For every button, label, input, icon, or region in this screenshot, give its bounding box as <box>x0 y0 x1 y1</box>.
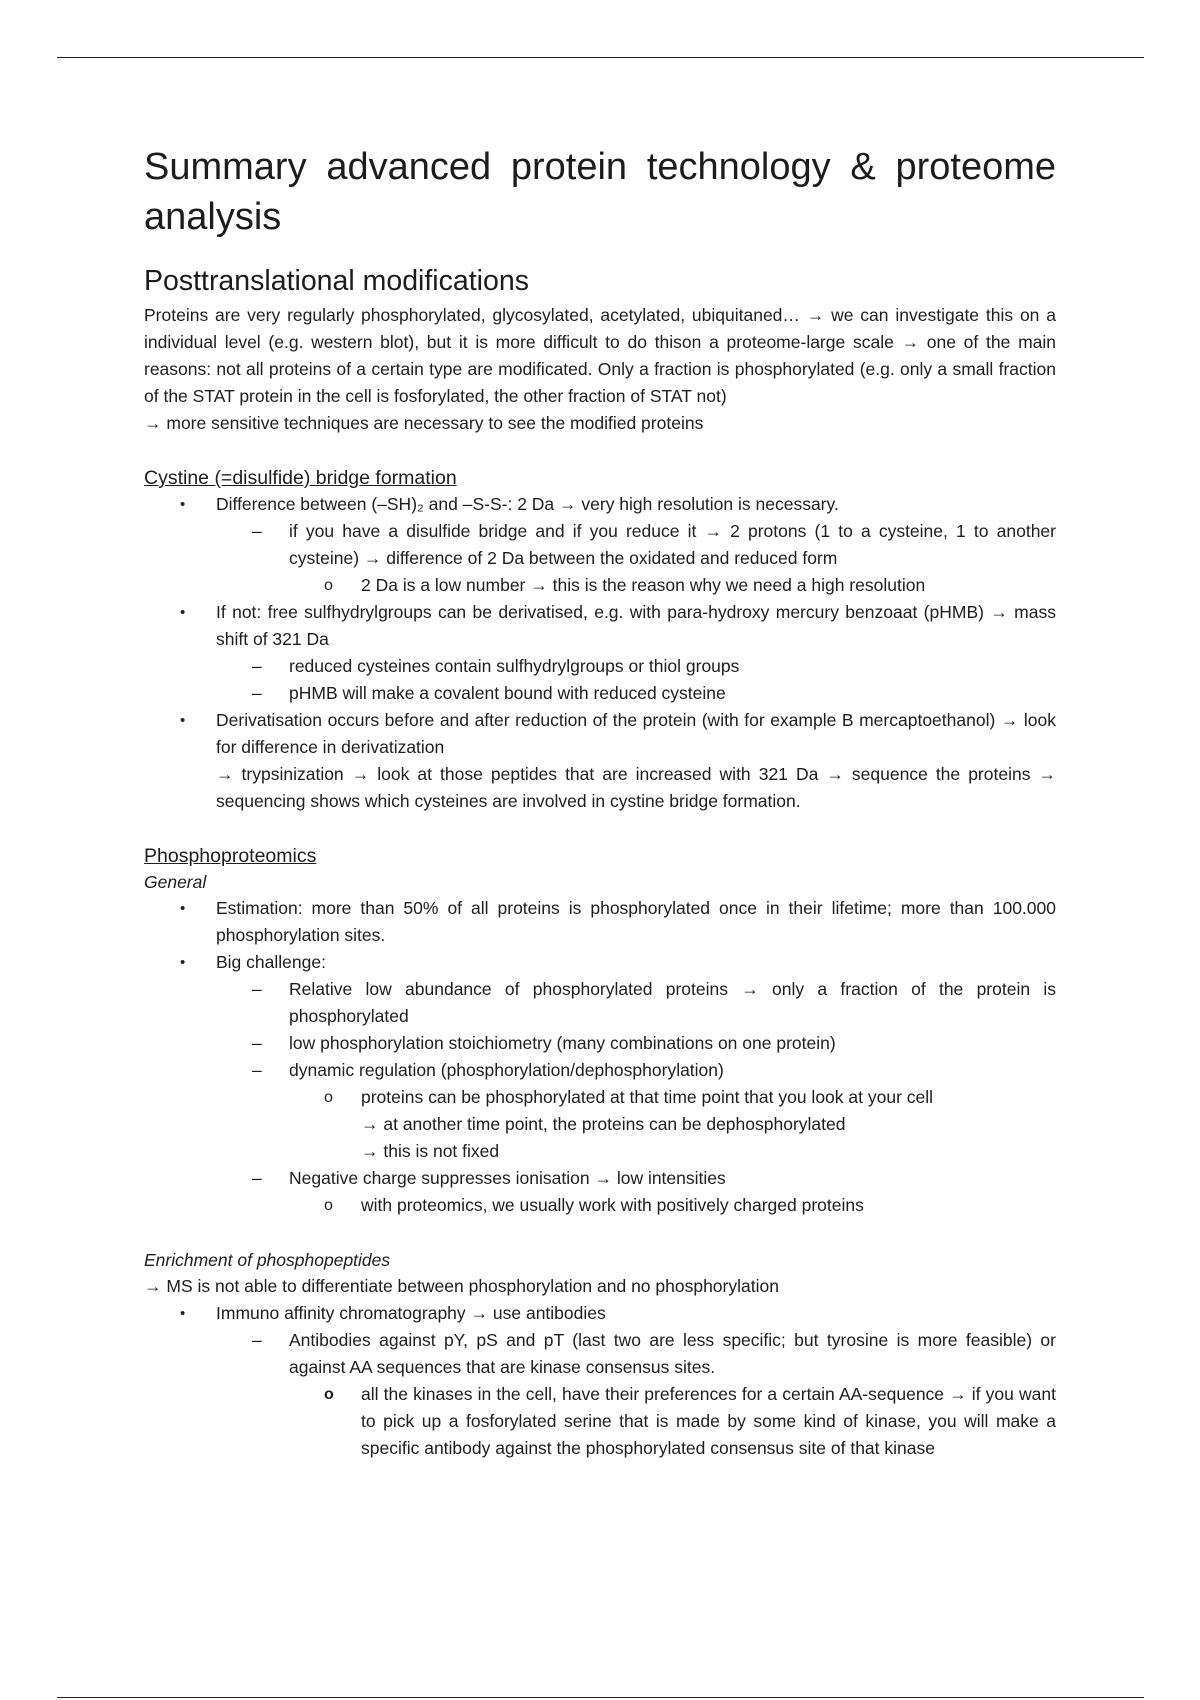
list-item: – dynamic regulation (phosphorylation/dephosphorylation) <box>144 1057 1056 1084</box>
circle-marker: o <box>324 1386 334 1403</box>
cystine-list <box>144 491 1056 815</box>
list-item: – low phosphorylation stoichiometry (many combinations on one protein) <box>144 1030 1056 1057</box>
list-item: o all the kinases in the cell, have their preferences for a certain AA-sequence → if you want to pick up a fosforylated serine that is made by some kind of kinase, you will make a specific antibody against the phosphorylated consensus site of that kinase <box>144 1381 1056 1462</box>
list-item: o proteins can be phosphorylated at that time point that you look at your cell → at another time point, the proteins can be dephosphorylated → this is not fixed <box>144 1084 1056 1165</box>
document-page <box>144 142 1056 1462</box>
bullet-marker: • <box>180 954 186 971</box>
bullet-marker: • <box>180 1305 186 1322</box>
list-item: – Antibodies against pY, pS and pT (last two are less specific; but tyrosine is more feasible) or against AA sequences that are kinase consensus sites. <box>144 1327 1056 1381</box>
list-item: – reduced cysteines contain sulfhydrylgroups or thiol groups <box>144 653 1056 680</box>
bullet-marker: • <box>180 900 186 917</box>
list-item: – pHMB will make a covalent bound with reduced cysteine <box>144 680 1056 707</box>
dash-marker: – <box>252 1330 262 1350</box>
dash-marker: – <box>252 683 262 703</box>
list-item: o with proteomics, we usually work with positively charged proteins <box>144 1192 1056 1219</box>
list-item: • Difference between (–SH)₂ and –S-S-: 2 Da → very high resolution is necessary. <box>144 491 1056 518</box>
circle-marker: o <box>324 1197 333 1214</box>
list-item: – Negative charge suppresses ionisation → low intensities <box>144 1165 1056 1192</box>
list-item: – Relative low abundance of phosphorylated proteins → only a fraction of the protein is phosphorylated <box>144 976 1056 1030</box>
dash-marker: – <box>252 979 262 999</box>
dash-marker: – <box>252 656 262 676</box>
dash-marker: – <box>252 1033 262 1053</box>
enrichment-intro: → MS is not able to differentiate between phosphorylation and no phosphorylation <box>144 1276 779 1296</box>
ptm-intro-note: → more sensitive techniques are necessary to see the modified proteins <box>144 413 704 433</box>
enrichment-subheading: Enrichment of phosphopeptides <box>144 1250 391 1270</box>
circle-marker: o <box>324 1089 333 1106</box>
list-item: – if you have a disulfide bridge and if you reduce it → 2 protons (1 to a cysteine, 1 to another cysteine) → difference of 2 Da between the oxidated and reduced form <box>144 518 1056 572</box>
ptm-intro-paragraph: Proteins are very regularly phosphorylated, glycosylated, acetylated, ubiquitaned… → we can investigate this on a individual level (e.g. western blot), but it is more difficult to do thison a proteome-large scale → one of the main reasons: not all proteins of a certain type are modificated. Only a fraction is phosphorylated (e.g. only a small fraction of the STAT protein in the cell is fosforylated, the other fraction of STAT not) <box>144 305 1056 406</box>
footer-rule <box>57 1697 1144 1698</box>
phospho-subheading: General <box>144 872 207 892</box>
list-item: • Big challenge: <box>144 949 1056 976</box>
cystine-heading: Cystine (=disulfide) bridge formation <box>144 467 457 489</box>
section-heading-ptm: Posttranslational modifications <box>144 265 529 297</box>
bullet-marker: • <box>180 496 186 513</box>
dash-marker: – <box>252 1168 262 1188</box>
dash-marker: – <box>252 1060 262 1080</box>
phospho-heading: Phosphoproteomics <box>144 845 317 867</box>
phospho-list <box>144 895 1056 1219</box>
header-rule <box>57 57 1144 58</box>
list-item: • If not: free sulfhydrylgroups can be derivatised, e.g. with para-hydroxy mercury benzoaat (pHMB) → mass shift of 321 Da <box>144 599 1056 653</box>
enrichment-list <box>144 1300 1056 1462</box>
list-item: • Estimation: more than 50% of all proteins is phosphorylated once in their lifetime; more than 100.000 phosphorylation sites. <box>144 895 1056 949</box>
bullet-marker: • <box>180 604 186 621</box>
page-title: Summary advanced protein technology & proteome analysis <box>144 146 1056 238</box>
dash-marker: – <box>252 521 262 541</box>
list-item: o 2 Da is a low number → this is the reason why we need a high resolution <box>144 572 1056 599</box>
circle-marker: o <box>324 577 333 594</box>
list-item: • Immuno affinity chromatography → use antibodies <box>144 1300 1056 1327</box>
bullet-marker: • <box>180 712 186 729</box>
list-item: • Derivatisation occurs before and after reduction of the protein (with for example B mercaptoethanol) → look for difference in derivatization → trypsinization → look at those peptides that are increased with 321 Da → sequence the proteins → sequencing shows which cysteines are involved in cystine bridge formation. <box>144 707 1056 815</box>
